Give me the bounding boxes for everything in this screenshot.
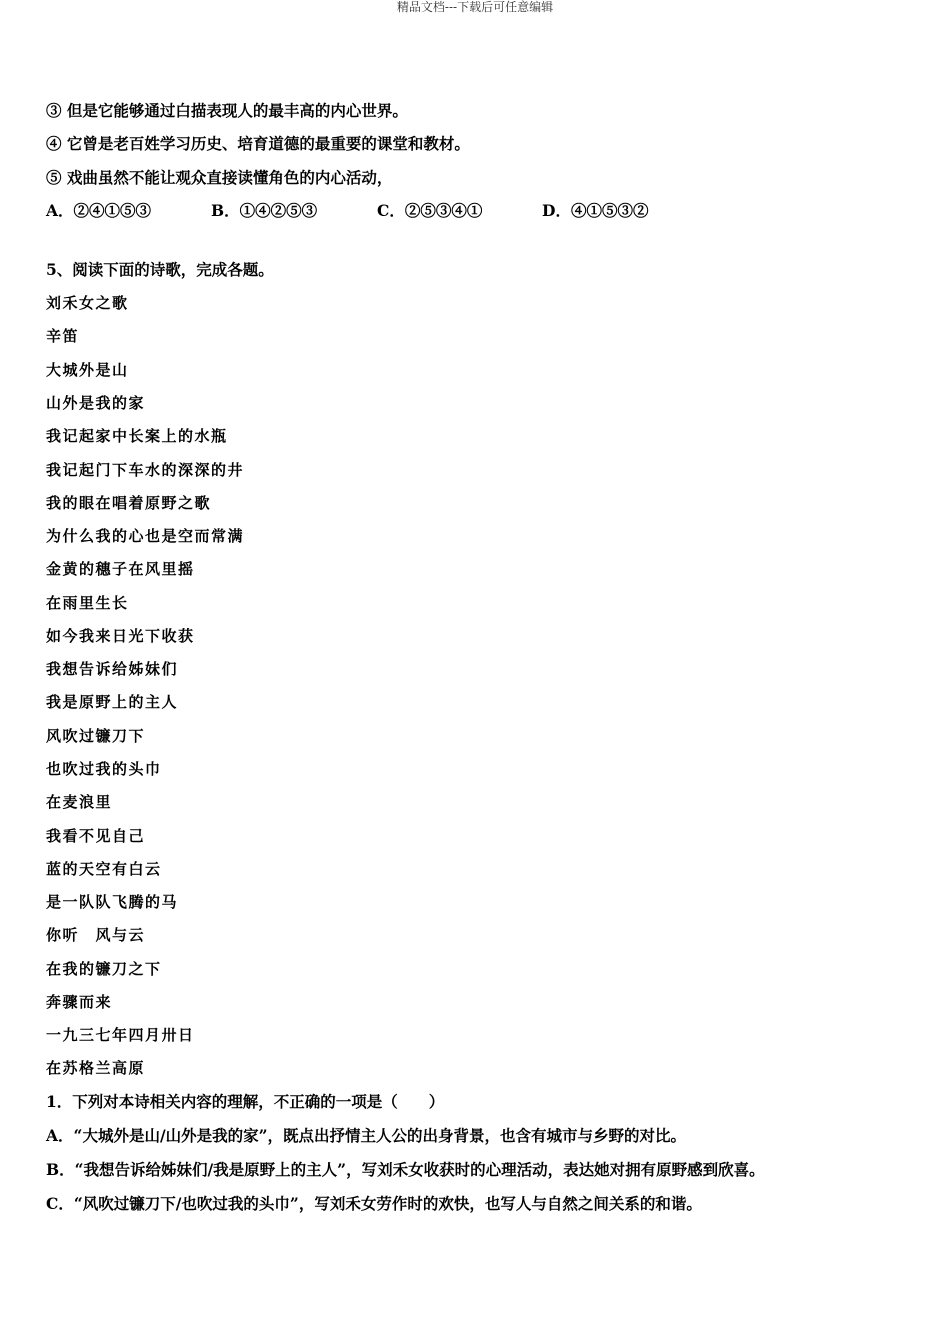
answer-b: B．“我想告诉给姊妹们/我是原野上的主人”，写刘禾女收获时的心理活动，表达她对拥有原野感到欣喜。 [46,1160,765,1179]
poem-line: 在麦浪里 [46,793,113,811]
poem-line: 我想告诉给姊妹们 [46,660,179,678]
poem-line: 在雨里生长 [46,594,129,612]
statement-5: ⑤ 戏曲虽然不能让观众直接读懂角色的内心活动， [46,168,393,187]
page-header: 精品文档---下载后可任意编辑 [396,0,554,14]
poem-line: 也吹过我的头巾 [46,760,162,778]
poem-date: 一九三七年四月卅日 [46,1026,195,1044]
q4-option-b [211,201,317,221]
poem-author: 辛笛 [46,327,80,345]
poem-line: 金黄的穗子在风里摇 [46,560,195,578]
q4-option-b-letter: B． [211,201,240,220]
q4-option-d-text: ④①⑤③② [570,201,649,220]
poem-line: 我的眼在唱着原野之歌 [46,494,212,512]
q4-option-b-text: ①④②⑤③ [239,201,318,220]
q4-option-d [542,201,648,221]
sub-question-1: 1．下列对本诗相关内容的理解，不正确的一项是（ ） [46,1092,445,1111]
poem-place: 在苏格兰高原 [46,1059,146,1077]
poem-line: 山外是我的家 [46,394,146,412]
answer-a: A．“大城外是山/山外是我的家”，既点出抒情主人公的出身背景，也含有城市与乡野的对比。 [46,1126,687,1145]
poem-line: 是一队队飞腾的马 [46,893,179,911]
poem-line: 蓝的天空有白云 [46,860,162,878]
q4-option-d-letter: D． [542,201,571,220]
q5-title: 5、阅读下面的诗歌，完成各题。 [46,260,274,279]
poem-line: 为什么我的心也是空而常满 [46,527,245,545]
poem-line: 如今我来日光下收获 [46,627,195,645]
q4-option-a-text: ②④①⑤③ [73,201,152,220]
q4-option-c-letter: C． [377,201,405,220]
q4-option-a [46,201,151,221]
poem-line: 我看不见自己 [46,827,146,845]
poem-line: 你听 风与云 [46,926,146,944]
poem-line: 大城外是山 [46,361,129,379]
q4-option-c [377,201,482,221]
poem-line: 在我的镰刀之下 [46,960,162,978]
q4-option-c-text: ②⑤③④① [404,201,483,220]
poem-line: 我记起家中长案上的水瓶 [46,427,228,445]
poem-line: 风吹过镰刀下 [46,727,146,745]
poem-title: 刘禾女之歌 [46,294,129,312]
poem-line: 我是原野上的主人 [46,693,179,711]
statement-4: ④ 它曾是老百姓学习历史、培育道德的最重要的课堂和教材。 [46,134,470,153]
statement-3: ③ 但是它能够通过白描表现人的最丰高的内心世界。 [46,101,408,120]
poem-line: 我记起门下车水的深深的井 [46,461,245,479]
answer-c: C．“风吹过镰刀下/也吹过我的头巾”，写刘禾女劳作时的欢快，也写人与自然之间关系的和谐。 [46,1194,702,1213]
poem-line: 奔骤而来 [46,993,113,1011]
q4-option-a-letter: A． [46,201,74,220]
